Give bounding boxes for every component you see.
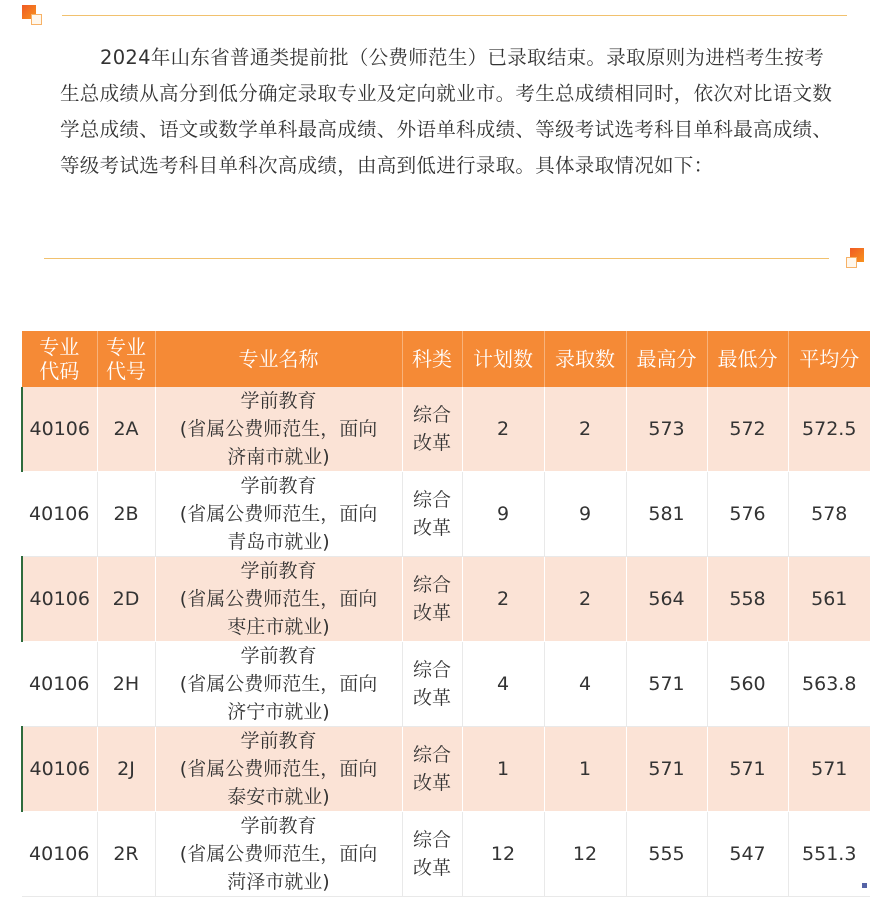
cell-category: 综合改革 [402, 472, 462, 557]
cell-major-name: 学前教育 (省属公费师范生，面向 菏泽市就业) [155, 812, 402, 897]
header-admitted: 录取数 [544, 331, 626, 387]
header-major-id: 专业代号 [97, 331, 155, 387]
cell-admitted: 1 [544, 727, 626, 812]
header-major-name: 专业名称 [155, 331, 402, 387]
cell-plan: 12 [462, 812, 544, 897]
cell-major-name: 学前教育 (省属公费师范生，面向 青岛市就业) [155, 472, 402, 557]
cell-plan: 2 [462, 387, 544, 472]
cell-max: 571 [626, 642, 707, 727]
header-max-score: 最高分 [626, 331, 707, 387]
cell-code: 40106 [22, 727, 97, 812]
cell-admitted: 4 [544, 642, 626, 727]
cell-admitted: 9 [544, 472, 626, 557]
intro-paragraph: 2024年山东省普通类提前批（公费师范生）已录取结束。录取原则为进档考生按考生总成绩从高分到低分确定录取专业及定向就业市。考生总成绩相同时，依次对比语文数学总成绩、语文或数学单科最高成绩、外语单科成绩、等级考试选考科目单科最高成绩、等级考试选考科目单科次高成绩，由高到低进行录取。具体录取情况如下： [60, 46, 833, 177]
cell-avg: 572.5 [788, 387, 870, 472]
table-row [22, 812, 870, 897]
cell-avg: 563.8 [788, 642, 870, 727]
cell-min: 576 [707, 472, 788, 557]
cell-id: 2B [97, 472, 155, 557]
bottom-divider [44, 258, 829, 259]
cell-admitted: 2 [544, 387, 626, 472]
cell-min: 572 [707, 387, 788, 472]
cell-min: 558 [707, 557, 788, 642]
cell-plan: 1 [462, 727, 544, 812]
cell-id: 2A [97, 387, 155, 472]
table-row [22, 472, 870, 557]
cell-category: 综合改革 [402, 642, 462, 727]
cell-major-name: 学前教育 (省属公费师范生，面向 济南市就业) [155, 387, 402, 472]
resize-handle-icon [862, 883, 867, 888]
cell-max: 581 [626, 472, 707, 557]
cell-max: 573 [626, 387, 707, 472]
cell-code: 40106 [22, 472, 97, 557]
cell-avg: 551.3 [788, 812, 870, 897]
cell-avg: 561 [788, 557, 870, 642]
cell-admitted: 12 [544, 812, 626, 897]
cell-plan: 4 [462, 642, 544, 727]
cell-code: 40106 [22, 642, 97, 727]
header-major-code: 专业代码 [22, 331, 97, 387]
cell-min: 560 [707, 642, 788, 727]
table-header-row [22, 331, 870, 387]
cell-major-name: 学前教育 (省属公费师范生，面向 泰安市就业) [155, 727, 402, 812]
cell-id: 2H [97, 642, 155, 727]
header-min-score: 最低分 [707, 331, 788, 387]
admission-table [21, 331, 870, 897]
table-row [22, 642, 870, 727]
cell-avg: 578 [788, 472, 870, 557]
table-row [22, 557, 870, 642]
cell-category: 综合改革 [402, 727, 462, 812]
cell-plan: 2 [462, 557, 544, 642]
cell-max: 555 [626, 812, 707, 897]
cell-id: 2J [97, 727, 155, 812]
cell-avg: 571 [788, 727, 870, 812]
cell-category: 综合改革 [402, 557, 462, 642]
top-divider [62, 15, 847, 16]
cell-min: 547 [707, 812, 788, 897]
table-row [22, 727, 870, 812]
cell-category: 综合改革 [402, 812, 462, 897]
cell-admitted: 2 [544, 557, 626, 642]
cell-major-name: 学前教育 (省属公费师范生，面向 济宁市就业) [155, 642, 402, 727]
table-row [22, 387, 870, 472]
cell-max: 564 [626, 557, 707, 642]
corner-decoration-icon [22, 5, 40, 23]
cell-id: 2R [97, 812, 155, 897]
corner-decoration-icon [846, 248, 864, 266]
cell-major-name: 学前教育 (省属公费师范生，面向 枣庄市就业) [155, 557, 402, 642]
header-plan: 计划数 [462, 331, 544, 387]
header-avg-score: 平均分 [788, 331, 870, 387]
cell-code: 40106 [22, 557, 97, 642]
cell-code: 40106 [22, 812, 97, 897]
cell-max: 571 [626, 727, 707, 812]
admission-table-container [21, 331, 869, 897]
cell-id: 2D [97, 557, 155, 642]
cell-plan: 9 [462, 472, 544, 557]
header-category: 科类 [402, 331, 462, 387]
cell-code: 40106 [22, 387, 97, 472]
cell-category: 综合改革 [402, 387, 462, 472]
cell-min: 571 [707, 727, 788, 812]
